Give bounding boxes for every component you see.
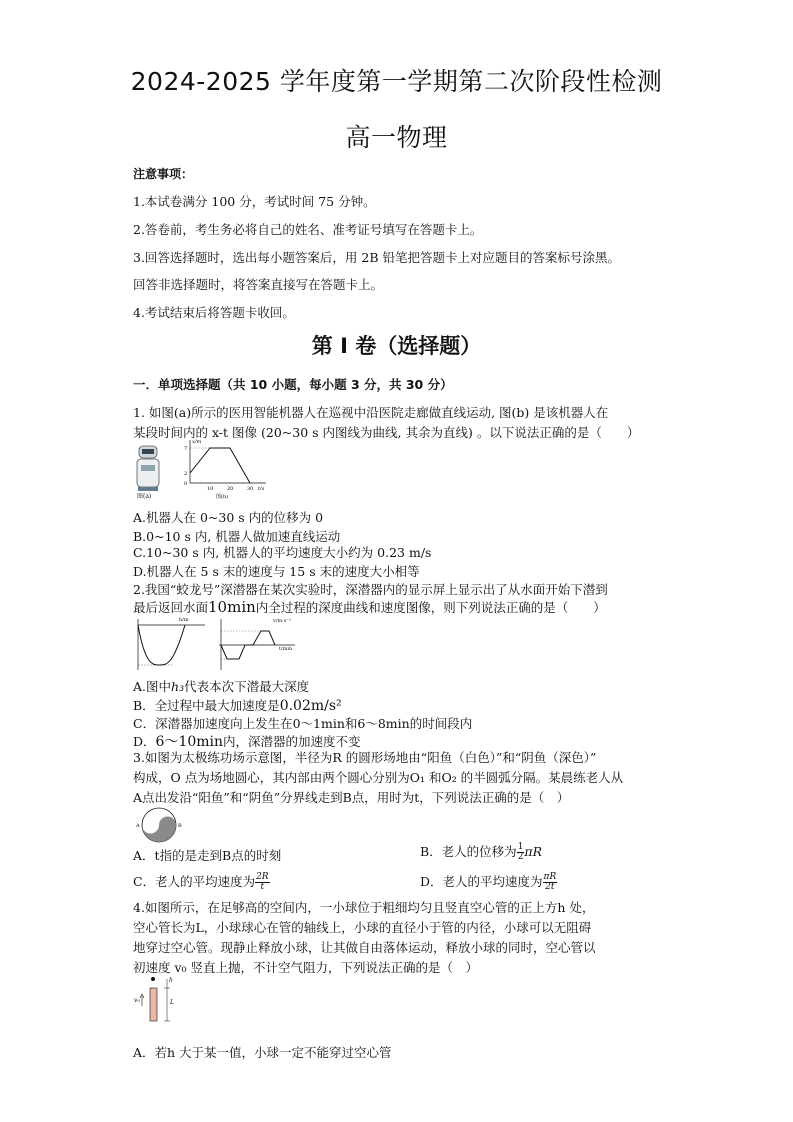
- frac-numerator: 1: [517, 842, 524, 852]
- q2-fig-b-label: v/m·s⁻¹: [273, 618, 292, 624]
- part-heading: 一．单项选择题（共 10 小题，每小题 3 分，共 30 分）: [133, 377, 453, 392]
- q3-stem-line: 构成，O 点为场地圆心，其内部由两个圆心分别为O₁ 和O₂ 的半圆弧分隔。某晨练老人从: [133, 770, 624, 785]
- q2-opt-math: 6～10min: [155, 734, 224, 750]
- q3-opt-text: D．老人的平均速度为: [420, 874, 543, 889]
- q2-opt-text: C．深潜器加速度向上发生在: [133, 716, 293, 731]
- q2-depth-graph: [133, 617, 208, 672]
- frac-denominator: 2: [517, 852, 524, 862]
- q2-opt-math: 0～1min: [292, 716, 345, 731]
- q2-stem-text: 最后返回水面: [133, 600, 209, 615]
- q3-option-a: A．t指的是走到B点的时刻: [133, 848, 282, 863]
- notice-item: 3.回答选择题时，选出每小题答案后，用 2B 铅笔把答题卡上对应题目的答案标号涂黑。: [133, 250, 621, 265]
- notice-item: 回答非选择题时，将答案直接写在答题卡上。: [133, 277, 384, 292]
- q2-opt-text: 代表本次下潜最大深度: [184, 679, 310, 694]
- depth-graph-svg: [133, 617, 208, 672]
- y-tick-label: 0: [184, 481, 188, 487]
- q1-xt-graph: [180, 437, 270, 499]
- frac-numerator: 2R: [256, 872, 269, 882]
- q1-option-a: A.机器人在 0~30 s 内的位移为 0: [133, 510, 324, 525]
- q2-opt-text: D．: [133, 734, 156, 749]
- q2-option-a: [133, 677, 309, 695]
- q2-opt-text: 和: [344, 716, 358, 731]
- q2-fig-b-xlabel: t/min: [279, 646, 293, 652]
- q1-option-c: C.10~30 s 内, 机器人的平均速度大小约为 0.23 m/s: [133, 545, 432, 560]
- q2-stem-line: [133, 598, 606, 616]
- q2-opt-text: 内，深潜器的加速度不变: [223, 734, 361, 749]
- q3-opt-math: πR: [524, 844, 543, 859]
- y-tick-label: 2: [184, 471, 188, 477]
- x-axis-label: t/s: [258, 486, 265, 492]
- xt-line: [190, 448, 250, 483]
- velocity-graph-svg: [213, 617, 298, 672]
- q3-taiji-figure: [133, 806, 185, 844]
- frac-numerator: πR: [543, 872, 557, 882]
- taiji-diagram-svg: [133, 806, 185, 844]
- q2-fig-a-label: h/m: [179, 617, 189, 623]
- q1-option-b: B.0~10 s 内, 机器人做加速直线运动: [133, 529, 341, 544]
- q4-stem-line: 4.如图所示，在足够高的空间内，一小球位于粗细均匀且竖直空心管的正上方h 处，: [133, 900, 595, 915]
- q1-robot-figure: [133, 443, 163, 498]
- q3-opt-fraction: [543, 873, 558, 892]
- notice-item: 4.考试结束后将答题卡收回。: [133, 305, 295, 320]
- q4-stem-line: 初速度 v₀ 竖直上抛，不计空气阻力，下列说法正确的是（ ）: [133, 960, 479, 975]
- robot-image: [133, 443, 163, 498]
- q4-option-a: A．若h 大于某一值，小球一定不能穿过空心管: [133, 1045, 392, 1060]
- q2-stem-time: 10min: [208, 598, 256, 616]
- xt-graph-svg: [180, 437, 270, 499]
- q1-option-d: D.机器人在 5 s 末的速度与 15 s 末的速度大小相等: [133, 564, 420, 579]
- q4-stem-line: 空心管长为L，小球球心在管的轴线上，小球的直径小于管的内径，小球可以无阻碍: [133, 920, 592, 935]
- q2-stem-line: 2.我国“蛟龙号”深潜器在某次实验时，深潜器内的显示屏上显示出了从水面开始下潜到: [133, 582, 608, 597]
- q3-stem-line: 3.如图为太极练功场示意图，半径为R 的圆形场地由“阳鱼（白色）”和“阴鱼（深色）”: [133, 750, 597, 765]
- q2-opt-math: 6～8min: [357, 716, 410, 731]
- tube-diagram-svg: [133, 976, 188, 1026]
- q4-fig-v0: v₀: [134, 997, 140, 1004]
- q1-stem-line: 1. 如图(a)所示的医用智能机器人在巡视中沿医院走廊做直线运动, 图(b) 是该机器人在: [133, 405, 609, 420]
- fig-b-caption: 图(b): [216, 494, 229, 499]
- q2-opt-text: 的时间段内: [409, 716, 473, 731]
- notice-item: 2.答卷前，考生务必将自己的姓名、准考证号填写在答题卡上。: [133, 222, 483, 237]
- q2-opt-math: h₃: [171, 679, 185, 694]
- q2-velocity-graph: [213, 617, 298, 672]
- q2-option-c: [133, 714, 472, 732]
- exam-title: 2024-2025 学年度第一学期第二次阶段性检测: [130, 67, 663, 96]
- q4-fig-h: h: [169, 977, 173, 984]
- fig-a-caption: 图(a): [137, 493, 152, 500]
- x-tick-label: 30: [247, 486, 254, 492]
- q3-option-c: [133, 872, 270, 892]
- svg-text:B: B: [178, 823, 182, 829]
- q1-stem-line: 某段时间内的 x-t 图像 (20~30 s 内图线为曲线, 其余为直线) 。以下说法正确的是（ ）: [133, 425, 640, 440]
- x-tick-label: 20: [227, 486, 234, 492]
- notice-item: 1.本试卷满分 100 分，考试时间 75 分钟。: [133, 194, 376, 209]
- y-axis-label: x/m: [192, 439, 202, 445]
- q4-stem-line: 地穿过空心管。现静止释放小球，让其做自由落体运动，释放小球的同时，空心管以: [133, 940, 596, 955]
- q3-option-d: [420, 872, 557, 892]
- q3-opt-text: C．老人的平均速度为: [133, 874, 256, 889]
- q2-opt-text: B．全过程中最大加速度是: [133, 698, 280, 713]
- q4-fig-L: L: [170, 999, 174, 1006]
- q4-tube-figure: [133, 976, 188, 1026]
- exam-subject: 高一物理: [345, 123, 448, 152]
- x-tick-label: 10: [207, 486, 214, 492]
- notice-heading: 注意事项：: [133, 167, 194, 181]
- q3-opt-text: B．老人的位移为: [420, 844, 517, 859]
- q3-option-b: [420, 842, 542, 862]
- svg-text:A: A: [136, 823, 140, 829]
- q2-stem-text: 内全过程的深度曲线和速度图像，则下列说法正确的是（ ）: [255, 600, 606, 615]
- q3-stem-line: A点出发沿“阳鱼”和“阴鱼”分界线走到B点，用时为t，下列说法正确的是（ ）: [133, 790, 570, 805]
- frac-denominator: t: [260, 882, 265, 892]
- section-title: 第 Ⅰ 卷（选择题）: [311, 334, 482, 358]
- frac-denominator: 2t: [545, 882, 555, 892]
- q2-opt-math: 0.02m/s²: [279, 698, 342, 714]
- q2-option-b: [133, 696, 342, 714]
- y-tick-label: 7: [184, 446, 188, 452]
- q3-opt-fraction: [255, 873, 270, 892]
- q2-opt-text: A.图中: [133, 679, 172, 694]
